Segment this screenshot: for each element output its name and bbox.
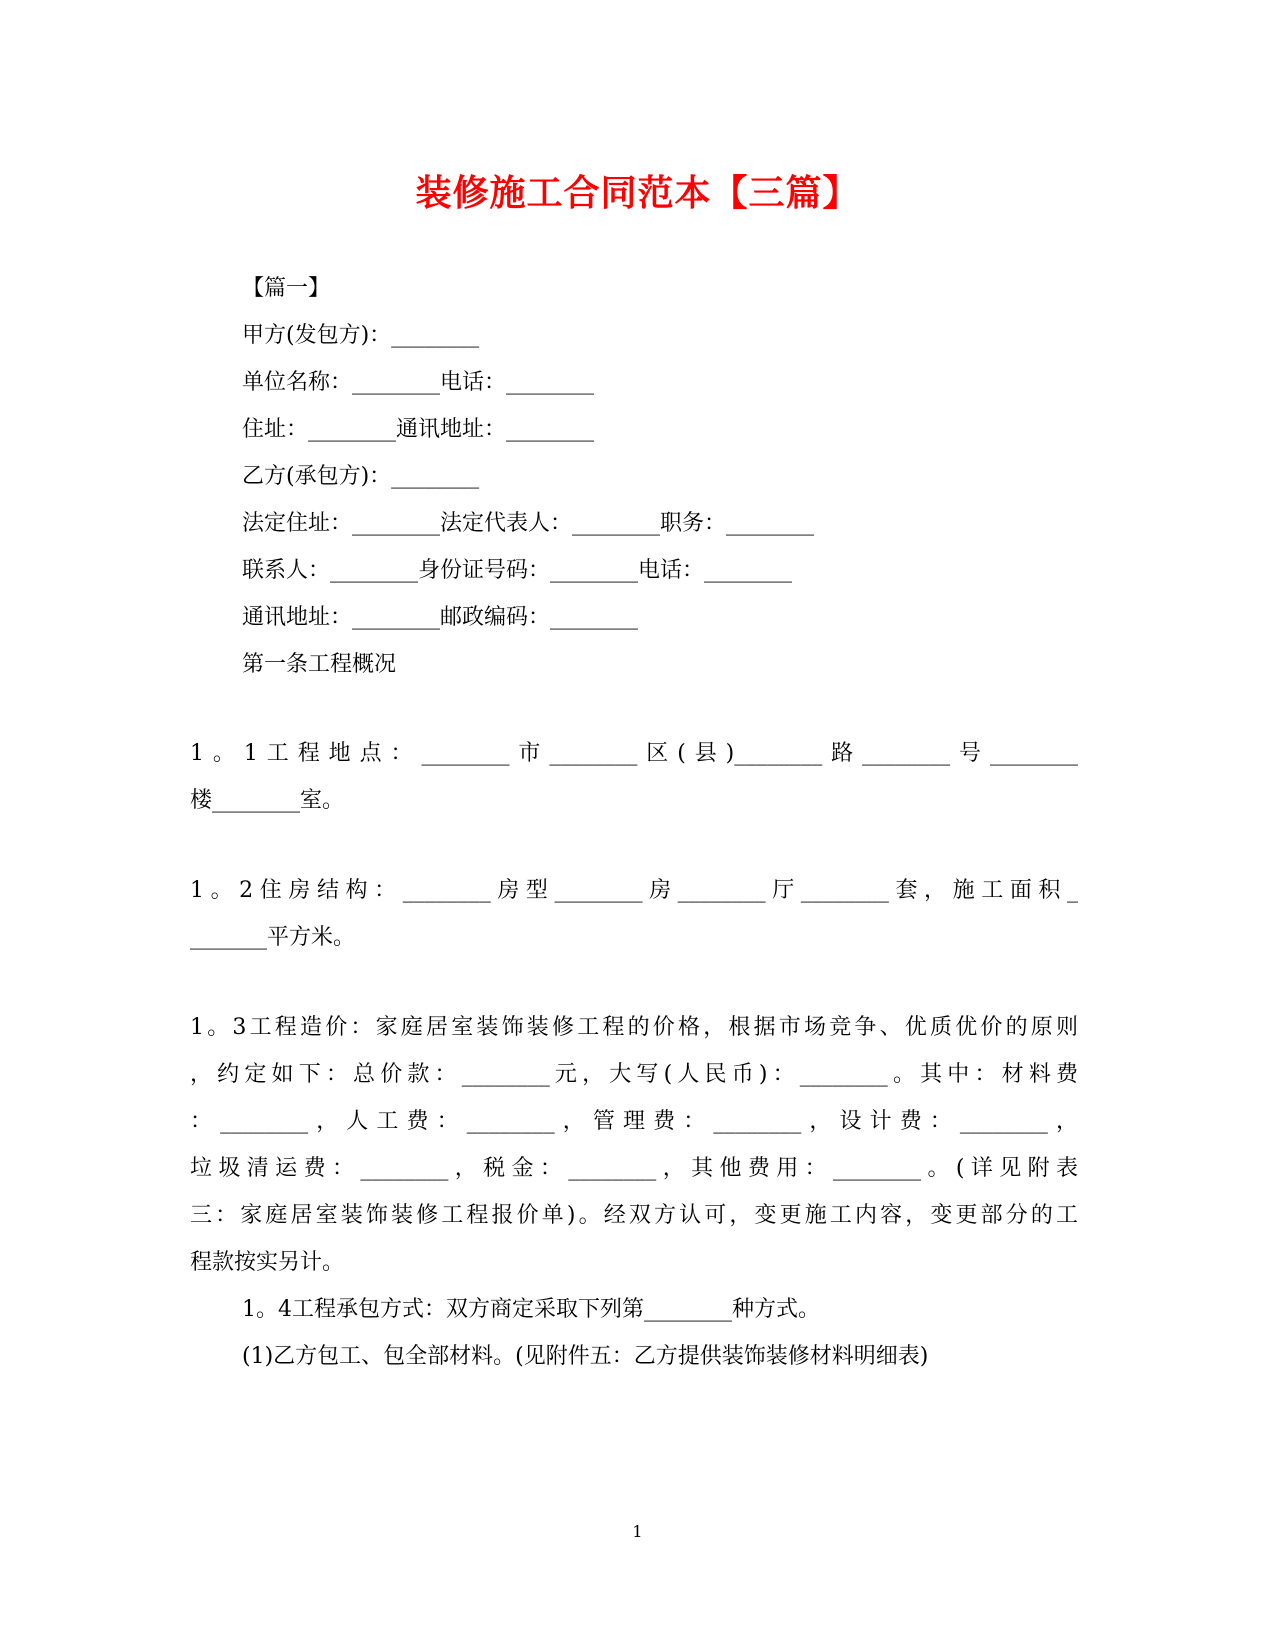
document-title: 装修施工合同范本【三篇】	[415, 172, 860, 214]
mailing-address-line: 通讯地址：________邮政编码：________	[242, 605, 639, 630]
paragraph-line: 垃圾清运费：________，税金：________，其他费用：________。(详见附表	[190, 1156, 1078, 1181]
party-a-line: 甲方(发包方)：________	[242, 323, 480, 348]
paragraph-line: 程款按实另计。	[190, 1250, 345, 1275]
contact-line: 联系人：________身份证号码：________电话：________	[242, 558, 793, 583]
party-b-line: 乙方(承包方)：________	[242, 464, 480, 489]
paragraph-line: 1。3工程造价：家庭居室装饰装修工程的价格，根据市场竞争、优质优价的原则	[190, 1015, 1078, 1040]
paragraph-line: 1。2住房结构：________房型________房________厅________套，施工面积_	[190, 878, 1078, 903]
paragraph-line: 楼________室。	[190, 788, 345, 813]
paragraph-line: ，约定如下：总价款：________元，大写(人民币)：________。其中：材料费	[190, 1062, 1078, 1087]
legal-address-line: 法定住址：________法定代表人：________职务：________	[242, 511, 815, 536]
paragraph-line: ：________，人工费：________，管理费：________，设计费：________，	[190, 1109, 1078, 1134]
paragraph-line: (1)乙方包工、包全部材料。(见附件五：乙方提供装饰装修材料明细表)	[242, 1344, 929, 1369]
paragraph-line: _______平方米。	[190, 925, 356, 950]
page-number: 1	[632, 1522, 643, 1541]
unit-name-line: 单位名称：________电话：________	[242, 370, 595, 395]
article-heading: 第一条工程概况	[242, 652, 397, 677]
address-line: 住址：________通讯地址：________	[242, 417, 595, 442]
paragraph-line: 三：家庭居室装饰装修工程报价单)。经双方认可，变更施工内容，变更部分的工	[190, 1203, 1078, 1228]
paragraph-line: 1。1工程地点：________市________区(县)________路________号________	[190, 741, 1078, 766]
paragraph-line: 1。4工程承包方式：双方商定采取下列第________种方式。	[242, 1297, 820, 1322]
section-heading: 【篇一】	[242, 276, 331, 301]
